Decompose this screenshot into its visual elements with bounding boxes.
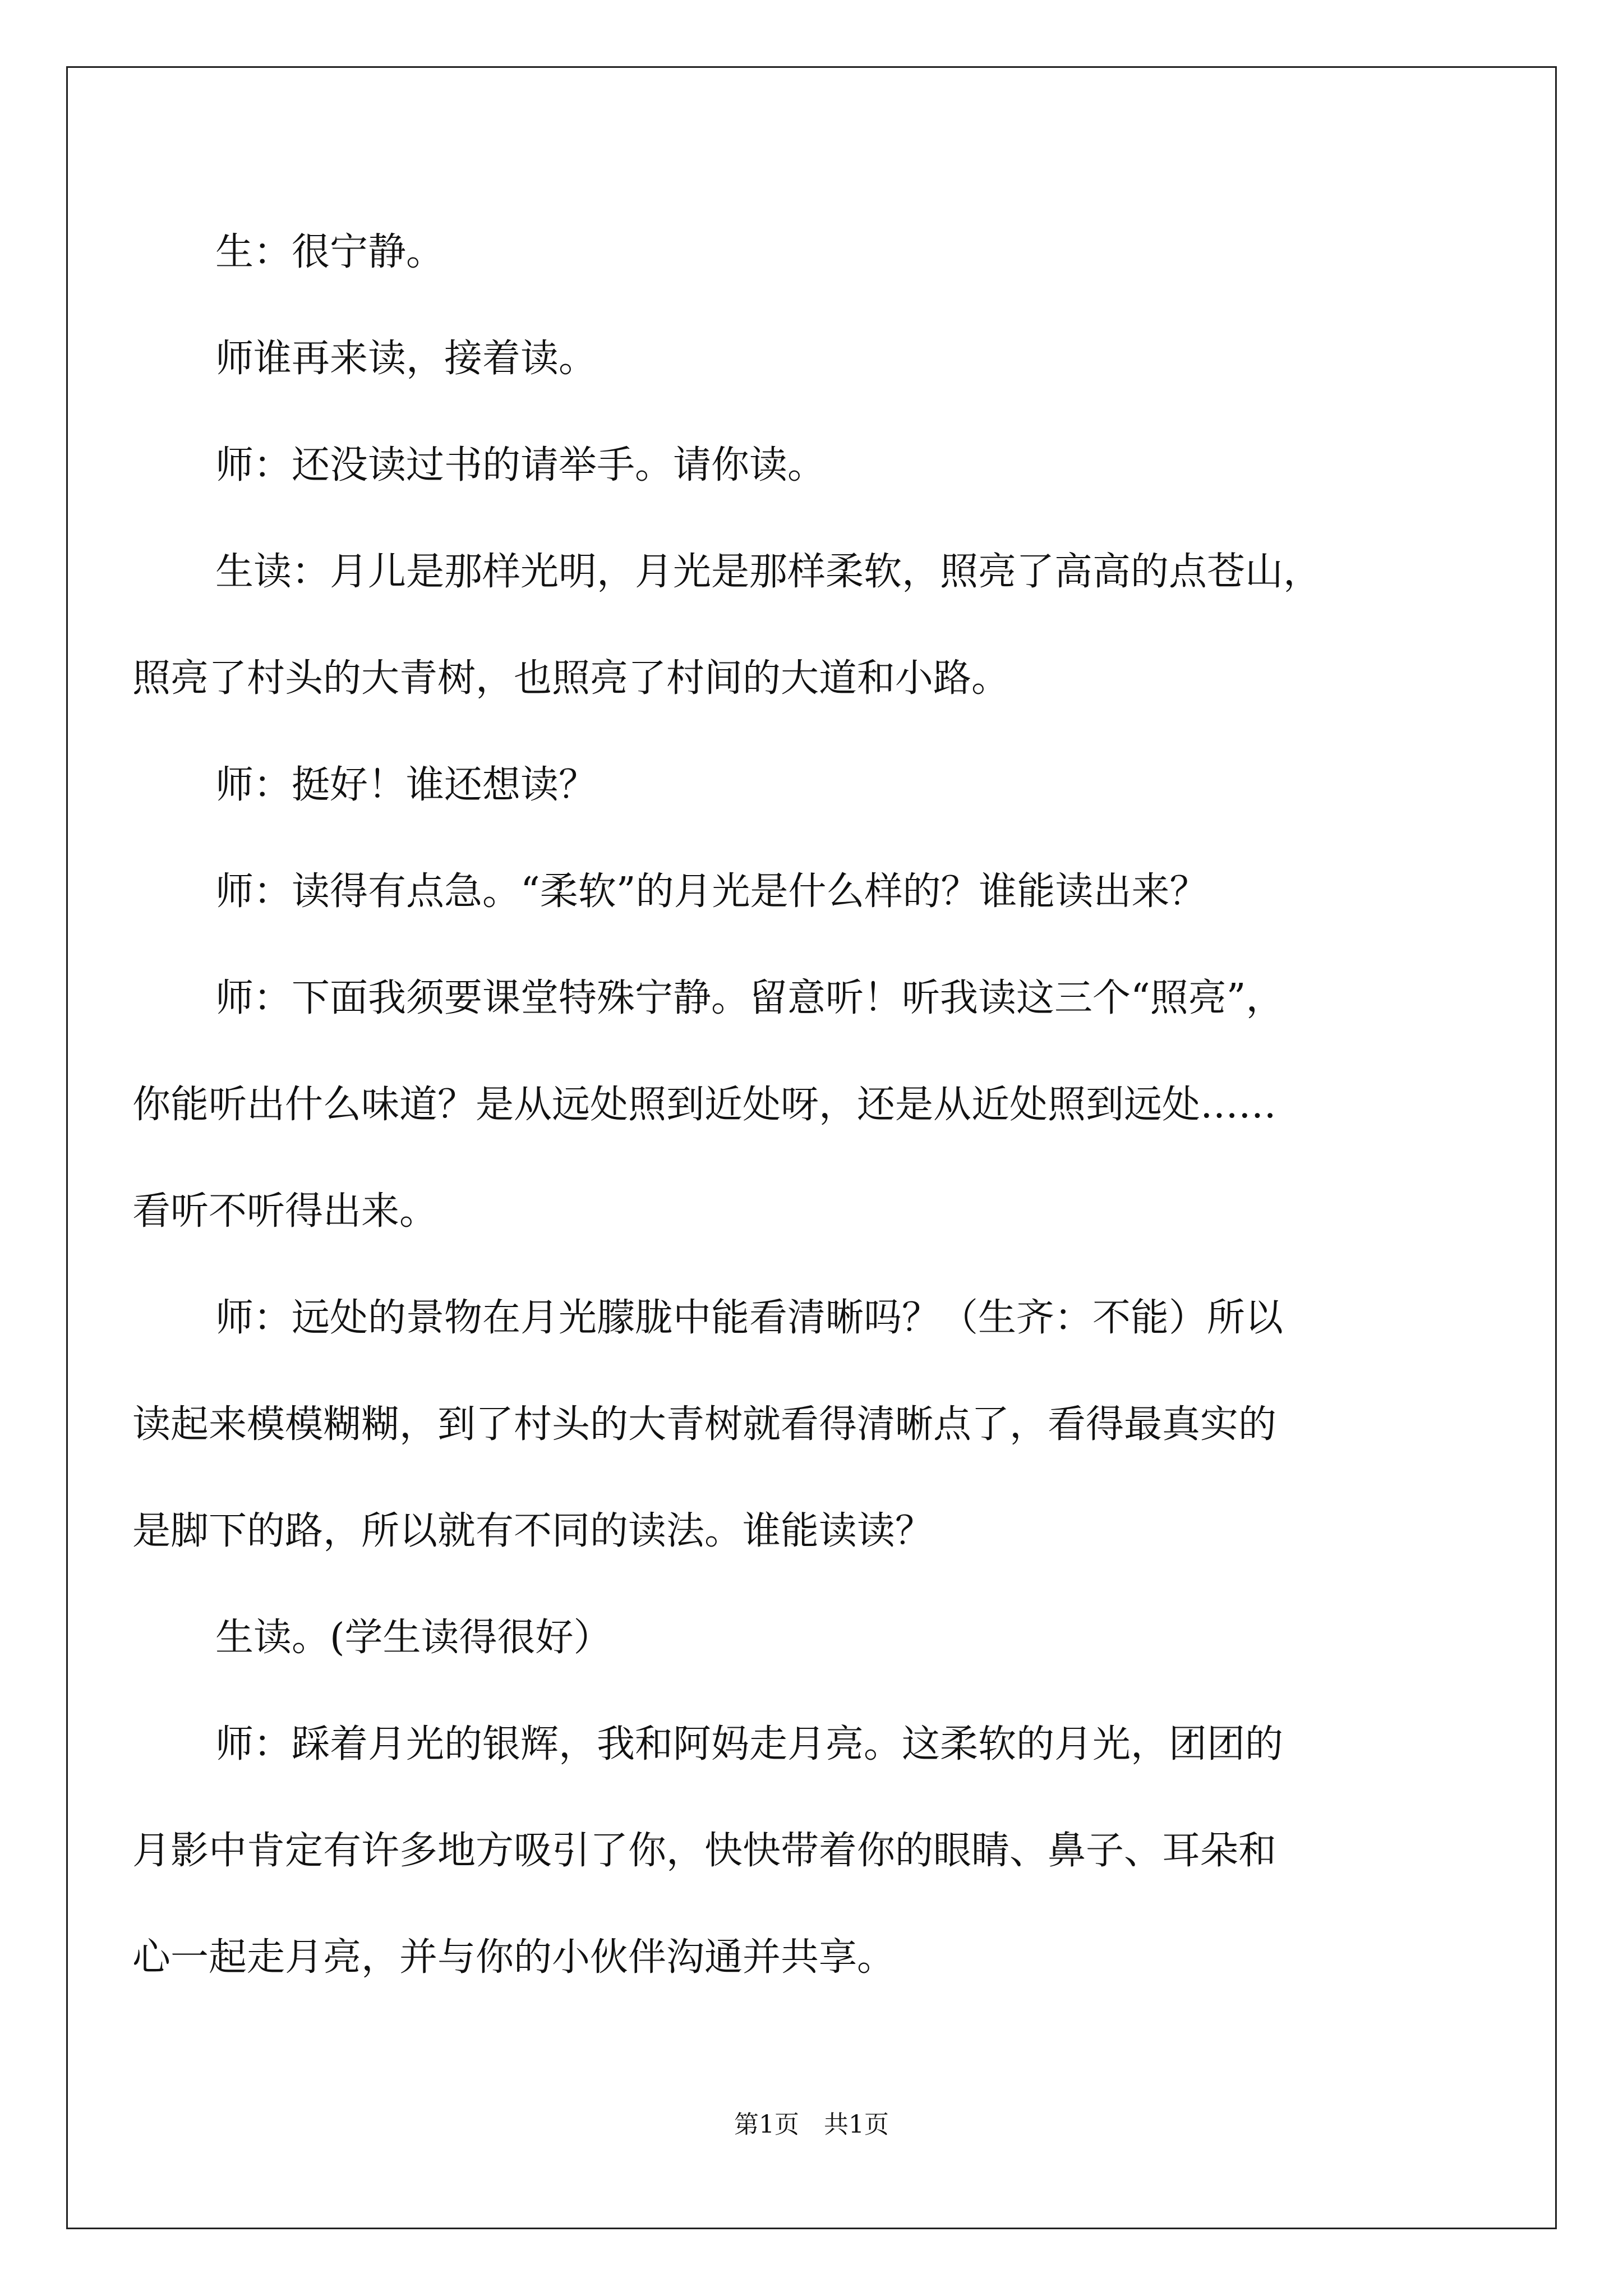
page-footer: 第1页 共1页: [734, 2110, 889, 2139]
page-border: [66, 66, 1557, 2229]
paragraph-line: 看听不听得出来。: [132, 1189, 438, 1234]
paragraph-line: 是脚下的路，所以就有不同的读法。谁能读读？: [132, 1509, 934, 1553]
paragraph-line: 心一起走月亮，并与你的小伙伴沟通并共享。: [132, 1935, 896, 1980]
paragraph-line: 月影中肯定有许多地方吸引了你，快快带着你的眼睛、鼻子、耳朵和: [132, 1829, 1277, 1873]
paragraph-line: 生读：月儿是那样光明，月光是那样柔软，照亮了高高的点苍山，: [215, 550, 1322, 594]
paragraph-line: 师：还没读过书的请举手。请你读。: [215, 443, 826, 487]
paragraph-line: 师：读得有点急。“柔软”的月光是什么样的？谁能读出来？: [215, 869, 1208, 914]
paragraph-line: 生：很宁静。: [215, 230, 445, 274]
paragraph-line: 师：踩着月光的银辉，我和阿妈走月亮。这柔软的月光，团团的: [215, 1722, 1284, 1766]
paragraph-line: 生读。(学生读得很好）: [215, 1616, 612, 1660]
paragraph-line: 师：挺好！谁还想读？: [215, 763, 597, 807]
paragraph-line: 读起来模模糊糊，到了村头的大青树就看得清晰点了，看得最真实的: [132, 1402, 1277, 1447]
paragraph-line: 照亮了村头的大青树，也照亮了村间的大道和小路。: [132, 656, 1010, 701]
paragraph-line: 师谁再来读，接着读。: [215, 337, 597, 381]
paragraph-line: 师：下面我须要课堂特殊宁静。留意听！听我读这三个“照亮”，: [215, 976, 1284, 1020]
paragraph-line: 师：远处的景物在月光朦胧中能看清晰吗？（生齐：不能）所以: [215, 1296, 1284, 1340]
paragraph-line: 你能听出什么味道？是从远处照到近处呀，还是从近处照到远处……: [132, 1083, 1277, 1127]
